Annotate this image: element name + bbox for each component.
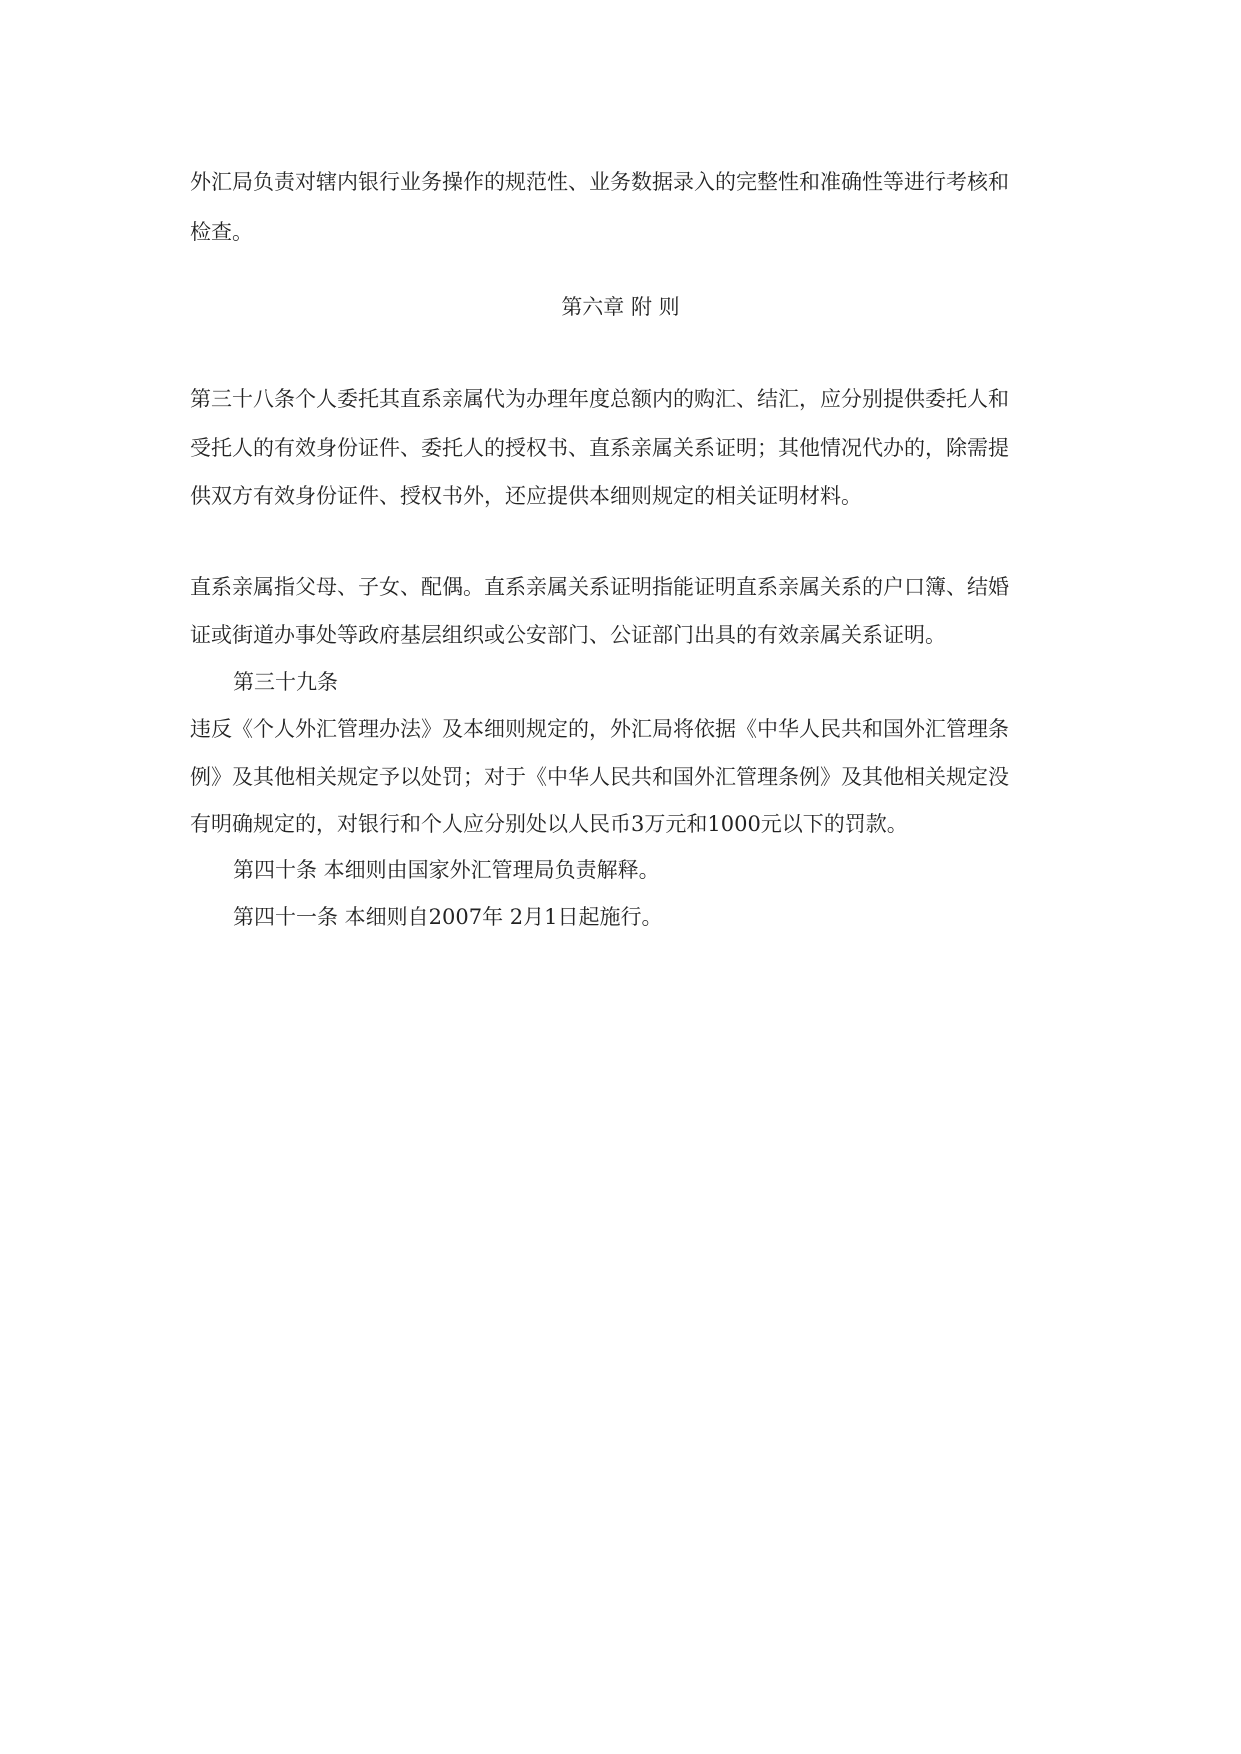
text-line-7: 证或街道办事处等政府基层组织或公安部门、公证部门出具的有效亲属关系证明。 [190,623,946,647]
article-41: 第四十一条 本细则自2007年 2月1日起施行。 [233,905,663,929]
article-39-heading: 第三十九条 [233,670,338,694]
text-line-8: 违反《个人外汇管理办法》及本细则规定的，外汇局将依据《中华人民共和国外汇管理条 [190,717,1009,741]
text-line-6: 直系亲属指父母、子女、配偶。直系亲属关系证明指能证明直系亲属关系的户口簿、结婚 [190,575,1009,599]
text-line-2: 检查。 [190,220,253,244]
text-line-1: 外汇局负责对辖内银行业务操作的规范性、业务数据录入的完整性和准确性等进行考核和 [190,170,1009,194]
text-line-5: 供双方有效身份证件、授权书外，还应提供本细则规定的相关证明材料。 [190,484,862,508]
text-line-10: 有明确规定的，对银行和个人应分别处以人民币3万元和1000元以下的罚款。 [190,812,908,836]
text-line-3: 第三十八条个人委托其直系亲属代为办理年度总额内的购汇、结汇，应分别提供委托人和 [190,387,1009,411]
article-40: 第四十条 本细则由国家外汇管理局负责解释。 [233,858,660,882]
text-line-9: 例》及其他相关规定予以处罚；对于《中华人民共和国外汇管理条例》及其他相关规定没 [190,765,1009,789]
chapter-heading: 第六章 附 则 [561,295,680,319]
text-line-4: 受托人的有效身份证件、委托人的授权书、直系亲属关系证明；其他情况代办的，除需提 [190,436,1009,460]
